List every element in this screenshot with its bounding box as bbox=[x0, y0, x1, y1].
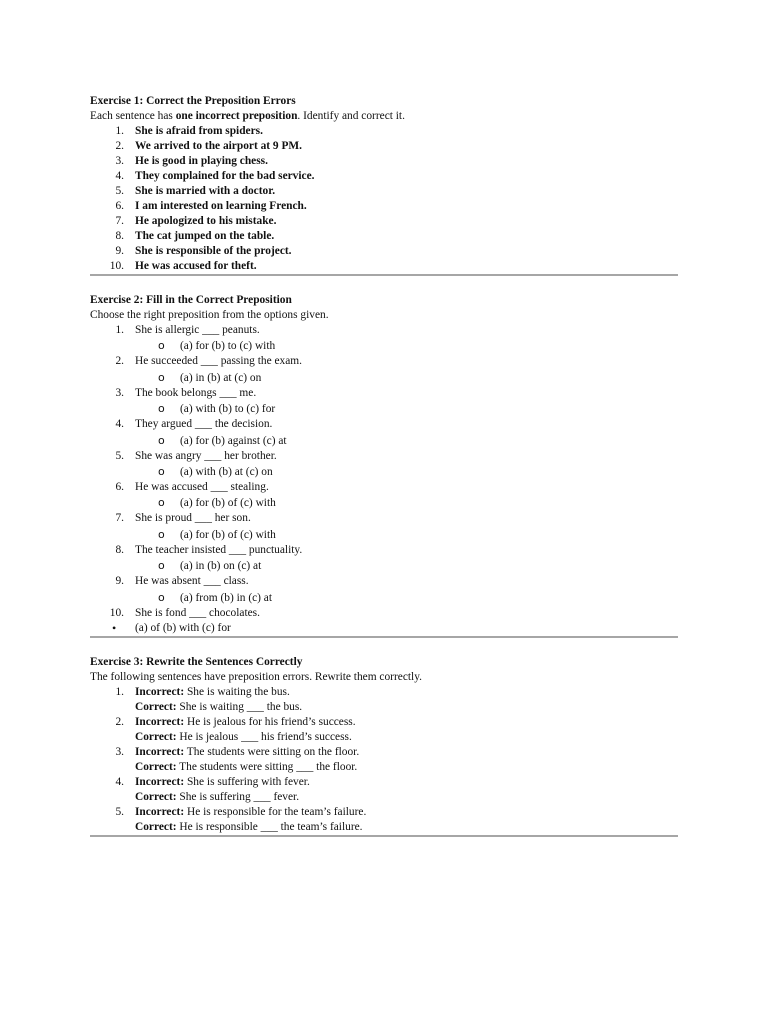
exercise-2-instruction: Choose the right preposition from the options given. bbox=[90, 309, 329, 321]
item-number: 10. bbox=[109, 260, 124, 272]
item-sentence: She was angry ___ her brother. bbox=[135, 449, 277, 462]
list-item bbox=[90, 511, 678, 526]
item-sentence: They complained for the bad service. bbox=[135, 170, 315, 182]
option-line bbox=[90, 558, 678, 574]
correct-sentence bbox=[135, 760, 357, 775]
incorrect-label: Incorrect: bbox=[135, 776, 185, 789]
item-number: 9. bbox=[115, 245, 124, 257]
list-item bbox=[90, 139, 678, 154]
list-item bbox=[90, 259, 678, 274]
correct-sentence bbox=[135, 700, 302, 715]
exercise-3-instruction: The following sentences have preposition errors. Rewrite them correctly. bbox=[90, 671, 423, 684]
item-sentence: We arrived to the airport at 9 PM. bbox=[135, 140, 303, 152]
item-number: 5. bbox=[115, 185, 124, 197]
correct-sentence bbox=[135, 730, 352, 745]
exercise-2 bbox=[90, 292, 678, 638]
correct-text: He is responsible ___ the team’s failure. bbox=[176, 821, 363, 834]
incorrect-label: Incorrect: bbox=[135, 686, 185, 699]
item-options: (a) for (b) to (c) with bbox=[180, 340, 276, 353]
list-item bbox=[90, 543, 678, 558]
item-sentence: She is married with a doctor. bbox=[135, 185, 276, 197]
option-line bbox=[90, 495, 678, 511]
section-divider bbox=[90, 835, 678, 837]
item-number: 4. bbox=[115, 170, 124, 182]
item-options: (a) in (b) on (c) at bbox=[180, 560, 262, 573]
list-item bbox=[90, 199, 678, 214]
list-item bbox=[90, 417, 678, 432]
item-number: 7. bbox=[115, 512, 124, 525]
list-item-correct bbox=[90, 700, 678, 715]
circle-bullet-icon: o bbox=[158, 464, 165, 478]
list-item bbox=[90, 606, 678, 621]
list-item-correct bbox=[90, 760, 678, 775]
incorrect-label: Incorrect: bbox=[135, 746, 185, 759]
item-sentence: She is allergic ___ peanuts. bbox=[135, 324, 260, 336]
item-sentence: He was accused for theft. bbox=[135, 260, 257, 272]
incorrect-sentence bbox=[135, 775, 310, 790]
list-item-incorrect bbox=[90, 685, 678, 700]
incorrect-sentence bbox=[135, 745, 359, 760]
item-sentence: He succeeded ___ passing the exam. bbox=[135, 355, 303, 368]
item-sentence: He was absent ___ class. bbox=[135, 575, 249, 588]
exercise-3-title: Exercise 3: Rewrite the Sentences Correctly bbox=[90, 656, 303, 669]
exercise-1-list bbox=[90, 124, 678, 274]
correct-label: Correct: bbox=[135, 791, 177, 804]
item-number: 4. bbox=[115, 776, 124, 789]
list-item-correct bbox=[90, 730, 678, 745]
incorrect-sentence bbox=[135, 805, 366, 820]
item-sentence: He was accused ___ stealing. bbox=[135, 480, 269, 493]
instruction-text: . Identify and correct it. bbox=[297, 110, 405, 122]
item-sentence: She is fond ___ chocolates. bbox=[135, 606, 260, 619]
exercise-3 bbox=[90, 654, 678, 837]
item-number: 7. bbox=[115, 215, 124, 227]
item-number: 2. bbox=[115, 716, 124, 729]
list-item bbox=[90, 244, 678, 259]
incorrect-label: Incorrect: bbox=[135, 806, 185, 819]
item-number: 9. bbox=[115, 575, 124, 588]
list-item bbox=[90, 184, 678, 199]
list-item bbox=[90, 169, 678, 184]
list-item bbox=[90, 574, 678, 589]
item-number: 5. bbox=[115, 449, 124, 462]
exercise-1-title: Exercise 1: Correct the Preposition Errors bbox=[90, 95, 296, 107]
incorrect-text: She is waiting the bus. bbox=[184, 686, 290, 699]
correct-text: The students were sitting ___ the floor. bbox=[176, 761, 358, 774]
item-sentence: She is responsible of the project. bbox=[135, 245, 292, 257]
item-number: 1. bbox=[115, 125, 124, 137]
list-item bbox=[90, 480, 678, 495]
item-options: (a) with (b) to (c) for bbox=[180, 403, 276, 416]
list-item-bullet bbox=[90, 621, 678, 636]
list-item bbox=[90, 154, 678, 169]
circle-bullet-icon: o bbox=[158, 402, 165, 416]
incorrect-text: He is responsible for the team’s failure. bbox=[184, 806, 367, 819]
item-sentence: She is proud ___ her son. bbox=[135, 512, 251, 525]
item-options: (a) with (b) at (c) on bbox=[180, 465, 273, 478]
correct-label: Correct: bbox=[135, 761, 177, 774]
item-number: 3. bbox=[115, 155, 124, 167]
list-item bbox=[90, 449, 678, 464]
bullet-icon: • bbox=[112, 620, 117, 635]
section-divider bbox=[90, 636, 678, 638]
item-number: 5. bbox=[115, 806, 124, 819]
option-line bbox=[90, 370, 678, 386]
list-item bbox=[90, 323, 678, 338]
item-number: 2. bbox=[115, 355, 124, 368]
instruction-text: Each sentence has bbox=[90, 110, 176, 122]
exercise-1-instruction bbox=[90, 109, 678, 124]
option-line bbox=[90, 433, 678, 449]
list-item-incorrect bbox=[90, 805, 678, 820]
option-line bbox=[90, 464, 678, 480]
correct-text: She is waiting ___ the bus. bbox=[176, 701, 303, 714]
incorrect-label: Incorrect: bbox=[135, 716, 185, 729]
list-item bbox=[90, 386, 678, 401]
item-sentence: The book belongs ___ me. bbox=[135, 386, 257, 399]
item-number: 1. bbox=[115, 324, 124, 336]
bullet-options-text: (a) of (b) with (c) for bbox=[135, 621, 231, 634]
circle-bullet-icon: o bbox=[158, 559, 165, 573]
item-sentence: They argued ___ the decision. bbox=[135, 418, 273, 431]
list-item-incorrect bbox=[90, 745, 678, 760]
circle-bullet-icon: o bbox=[158, 370, 165, 384]
list-item bbox=[90, 124, 678, 139]
item-sentence: The teacher insisted ___ punctuality. bbox=[135, 543, 303, 556]
item-options: (a) from (b) in (c) at bbox=[180, 591, 273, 604]
incorrect-text: He is jealous for his friend’s success. bbox=[184, 716, 356, 729]
correct-label: Correct: bbox=[135, 701, 177, 714]
instruction-emphasis: one incorrect preposition bbox=[175, 110, 298, 122]
list-item bbox=[90, 214, 678, 229]
list-item bbox=[90, 229, 678, 244]
option-line bbox=[90, 590, 678, 606]
list-item-correct bbox=[90, 790, 678, 805]
circle-bullet-icon: o bbox=[158, 339, 165, 353]
item-sentence: He apologized to his mistake. bbox=[135, 215, 277, 227]
item-options: (a) for (b) of (c) with bbox=[180, 528, 276, 541]
list-item bbox=[90, 354, 678, 369]
correct-text: She is suffering ___ fever. bbox=[176, 791, 300, 804]
item-number: 6. bbox=[115, 200, 124, 212]
correct-text: He is jealous ___ his friend’s success. bbox=[176, 731, 352, 744]
item-number: 3. bbox=[115, 746, 124, 759]
correct-label: Correct: bbox=[135, 821, 177, 834]
incorrect-sentence bbox=[135, 715, 356, 730]
correct-label: Correct: bbox=[135, 731, 177, 744]
circle-bullet-icon: o bbox=[158, 433, 165, 447]
item-number: 8. bbox=[115, 230, 124, 242]
list-item-correct bbox=[90, 820, 678, 835]
item-number: 2. bbox=[115, 140, 124, 152]
item-number: 1. bbox=[115, 686, 124, 699]
item-number: 3. bbox=[115, 386, 124, 399]
item-number: 6. bbox=[115, 480, 124, 493]
list-item-incorrect bbox=[90, 715, 678, 730]
option-line bbox=[90, 527, 678, 543]
correct-sentence bbox=[135, 790, 299, 805]
incorrect-sentence bbox=[135, 685, 290, 700]
exercise-2-list bbox=[90, 323, 678, 621]
item-options: (a) in (b) at (c) on bbox=[180, 371, 262, 384]
exercise-3-list bbox=[90, 685, 678, 835]
option-line bbox=[90, 401, 678, 417]
item-sentence: I am interested on learning French. bbox=[135, 200, 307, 212]
item-options: (a) for (b) against (c) at bbox=[180, 434, 287, 447]
item-sentence: She is afraid from spiders. bbox=[135, 125, 263, 137]
option-line bbox=[90, 338, 678, 354]
document-body bbox=[90, 93, 678, 837]
item-sentence: The cat jumped on the table. bbox=[135, 230, 275, 242]
incorrect-text: She is suffering with fever. bbox=[184, 776, 310, 789]
exercise-2-title: Exercise 2: Fill in the Correct Preposition bbox=[90, 294, 292, 306]
list-item-incorrect bbox=[90, 775, 678, 790]
incorrect-text: The students were sitting on the floor. bbox=[184, 746, 360, 759]
correct-sentence bbox=[135, 820, 363, 835]
exercise-1 bbox=[90, 93, 678, 276]
circle-bullet-icon: o bbox=[158, 496, 165, 510]
circle-bullet-icon: o bbox=[158, 590, 165, 604]
item-number: 8. bbox=[115, 543, 124, 556]
circle-bullet-icon: o bbox=[158, 527, 165, 541]
item-sentence: He is good in playing chess. bbox=[135, 155, 268, 167]
item-number: 10. bbox=[109, 606, 124, 619]
item-number: 4. bbox=[115, 418, 124, 431]
section-divider bbox=[90, 274, 678, 276]
item-options: (a) for (b) of (c) with bbox=[180, 497, 276, 510]
